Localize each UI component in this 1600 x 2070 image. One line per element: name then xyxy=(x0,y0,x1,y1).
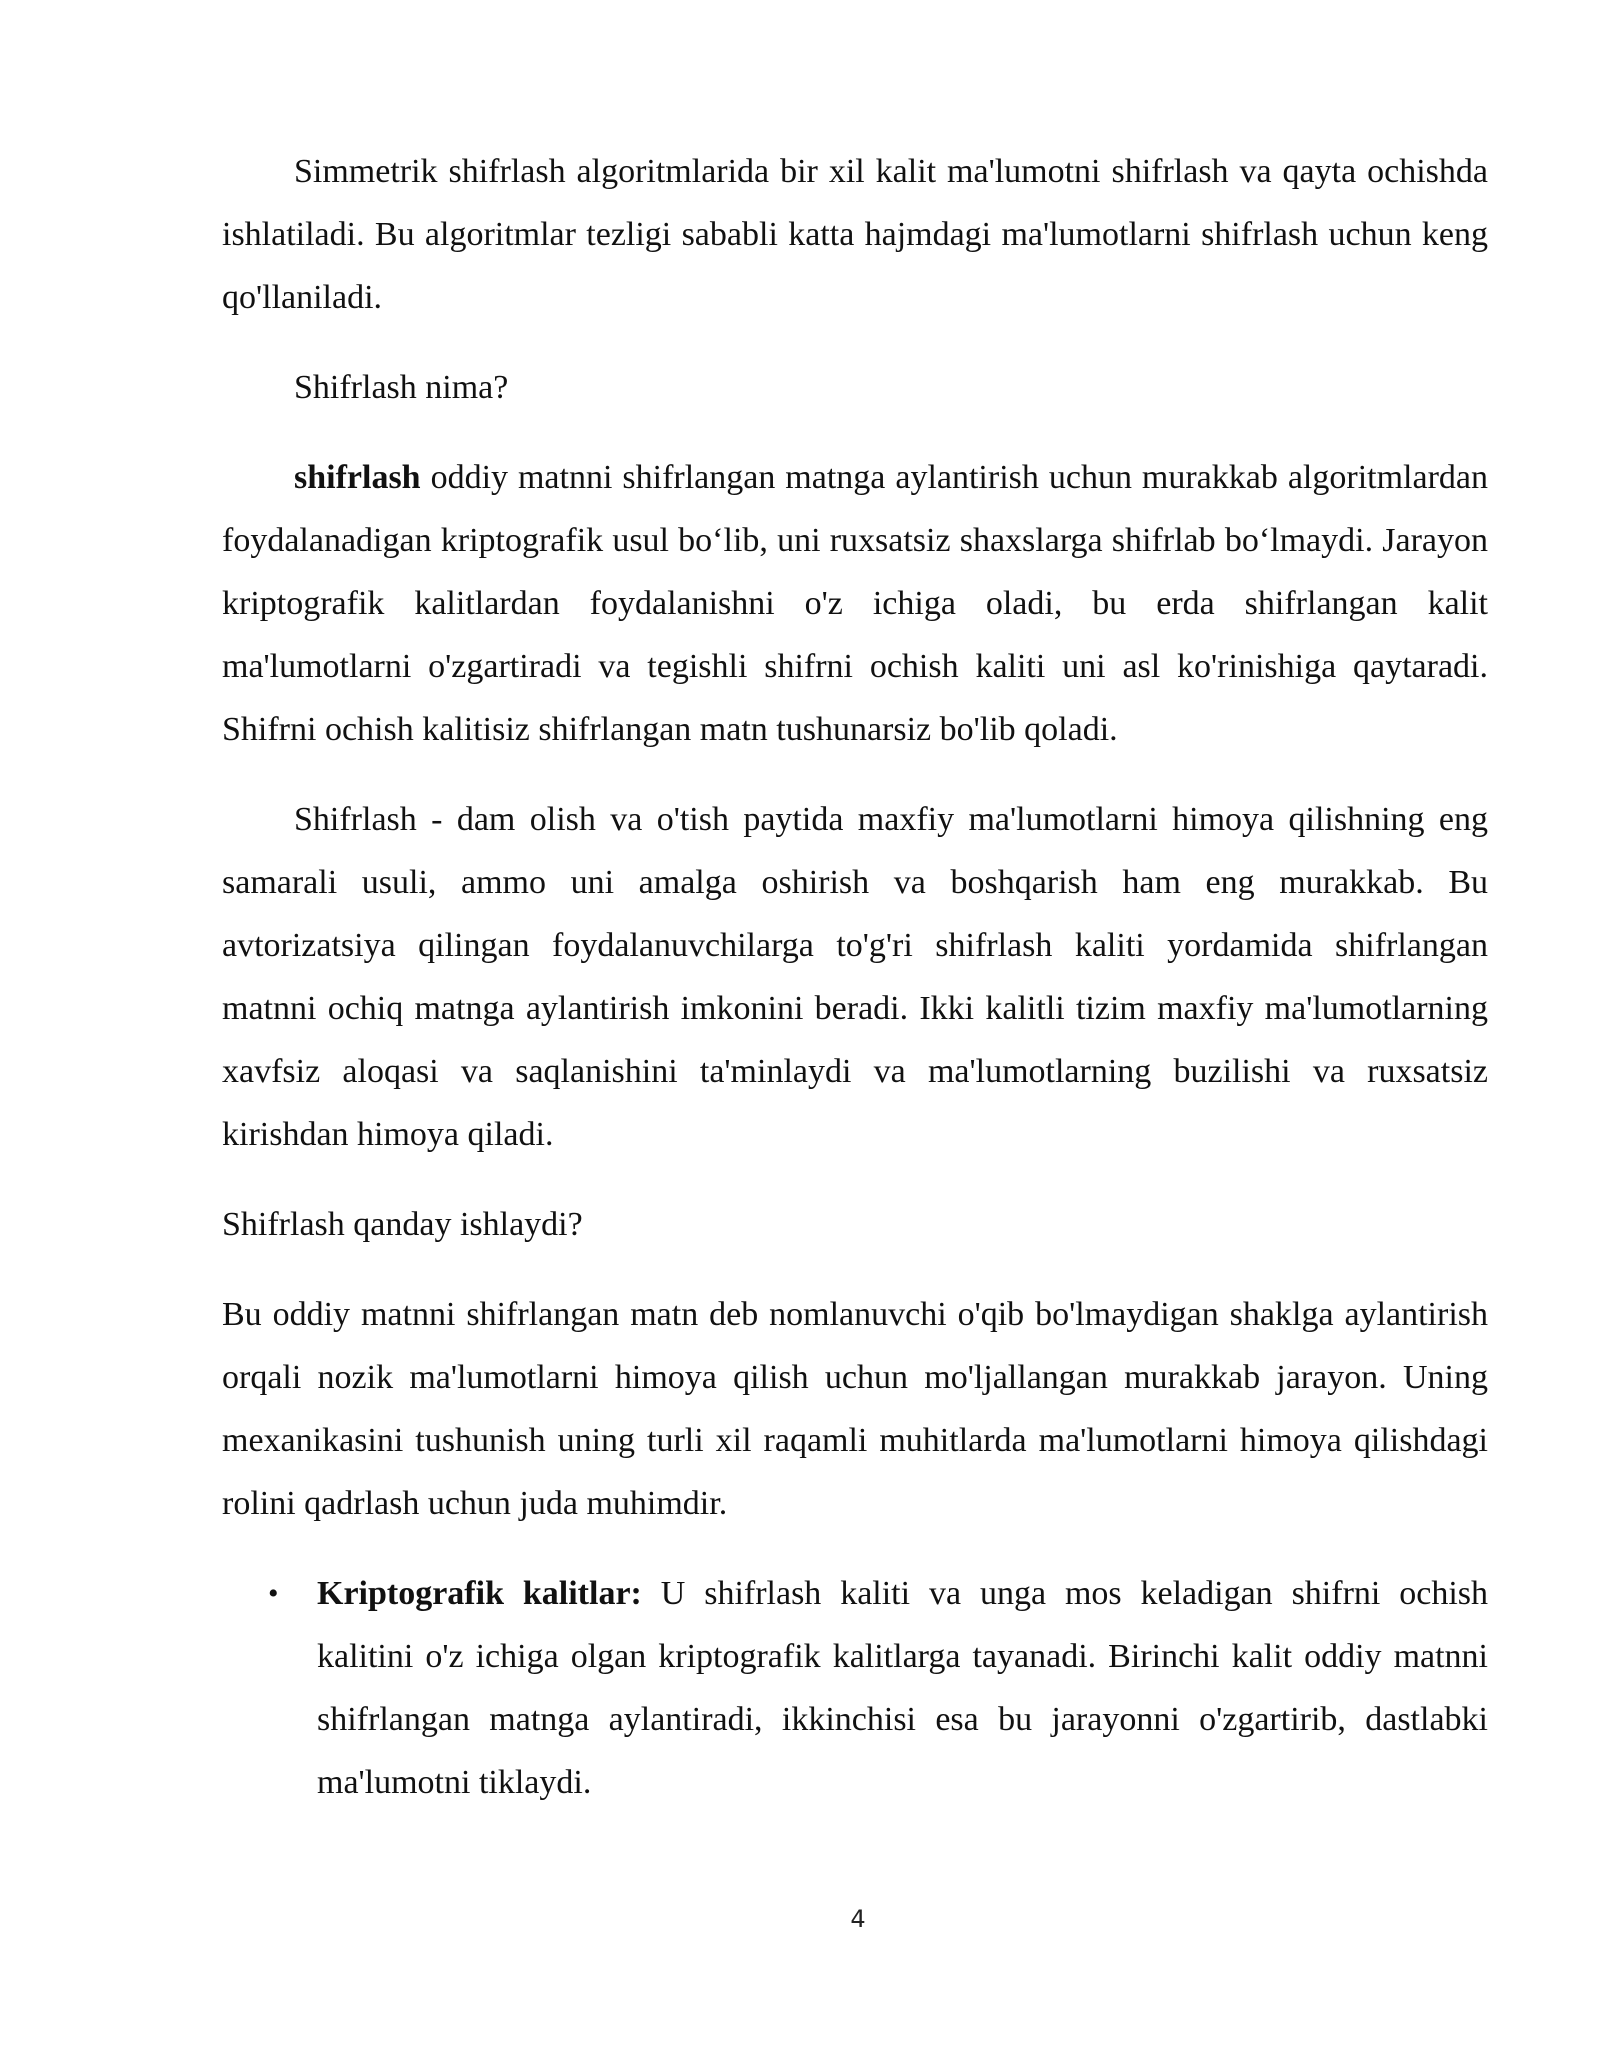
bullet-term: Kriptografik kalitlar: xyxy=(317,1575,642,1612)
term-shifrlash: shifrlash xyxy=(294,459,421,496)
document-page xyxy=(222,140,1488,1814)
heading-how-encryption-works: Shifrlash qanday ishlaydi? xyxy=(222,1206,583,1243)
paragraph-encryption-process: Bu oddiy matnni shifrlangan matn deb nomlanuvchi o'qib bo'lmaydigan shaklga aylantirish orqali nozik ma'lumotlarni himoya qilish uchun mo'ljallangan murakkab jarayon. Uning mexanikasini tushunish uning turli xil raqamli muhitlarda ma'lumotlarni himoya qilishdagi rolini qadrlash uchun juda muhimdir. xyxy=(222,1296,1488,1522)
page-number: 4 xyxy=(850,1905,866,1933)
paragraph-encryption-effectiveness: Shifrlash - dam olish va o'tish paytida maxfiy ma'lumotlarni himoya qilishning eng samarali usuli, ammo uni amalga oshirish va boshqarish ham eng murakkab. Bu avtorizatsiya qilingan foydalanuvchilarga to'g'ri shifrlash kaliti yordamida shifrlangan matnni ochiq matnga aylantirish imkonini beradi. Ikki kalitli tizim maxfiy ma'lumotlarning xavfsiz aloqasi va saqlanishini ta'minlaydi va ma'lumotlarning buzilishi va ruxsatsiz kirishdan himoya qiladi. xyxy=(222,801,1488,1153)
bullet-icon: • xyxy=(268,1577,279,1610)
heading-what-is-encryption: Shifrlash nima? xyxy=(294,369,509,406)
bullet-text: U shifrlash kaliti va unga mos keladigan shifrni ochish kalitini o'z ichiga olgan kriptografik kalitlarga tayanadi. Birinchi kalit oddiy matnni shifrlangan matnga aylantiradi, ikkinchisi esa bu jarayonni o'zgartirib, dastlabki ma'lumotni tiklaydi. xyxy=(317,1575,1489,1801)
paragraph-encryption-definition xyxy=(222,446,1488,761)
bullet-list xyxy=(222,1562,1488,1814)
paragraph-symmetric-encryption: Simmetrik shifrlash algoritmlarida bir xil kalit ma'lumotni shifrlash va qayta ochishda ishlatiladi. Bu algoritmlar tezligi sababli katta hajmdagi ma'lumotlarni shifrlash uchun keng qo'llaniladi. xyxy=(222,153,1488,316)
list-item xyxy=(222,1562,1488,1814)
definition-text: oddiy matnni shifrlangan matnga aylantirish uchun murakkab algoritmlardan foydalanadigan kriptografik usul bo‘lib, uni ruxsatsiz shaxslarga shifrlab bo‘lmaydi. Jarayon kriptografik kalitlardan foydalanishni o'z ichiga oladi, bu erda shifrlangan kalit ma'lumotlarni o'zgartiradi va tegishli shifrni ochish kaliti uni asl ko'rinishiga qaytaradi. Shifrni ochish kalitisiz shifrlangan matn tushunarsiz bo'lib qoladi. xyxy=(222,459,1488,748)
